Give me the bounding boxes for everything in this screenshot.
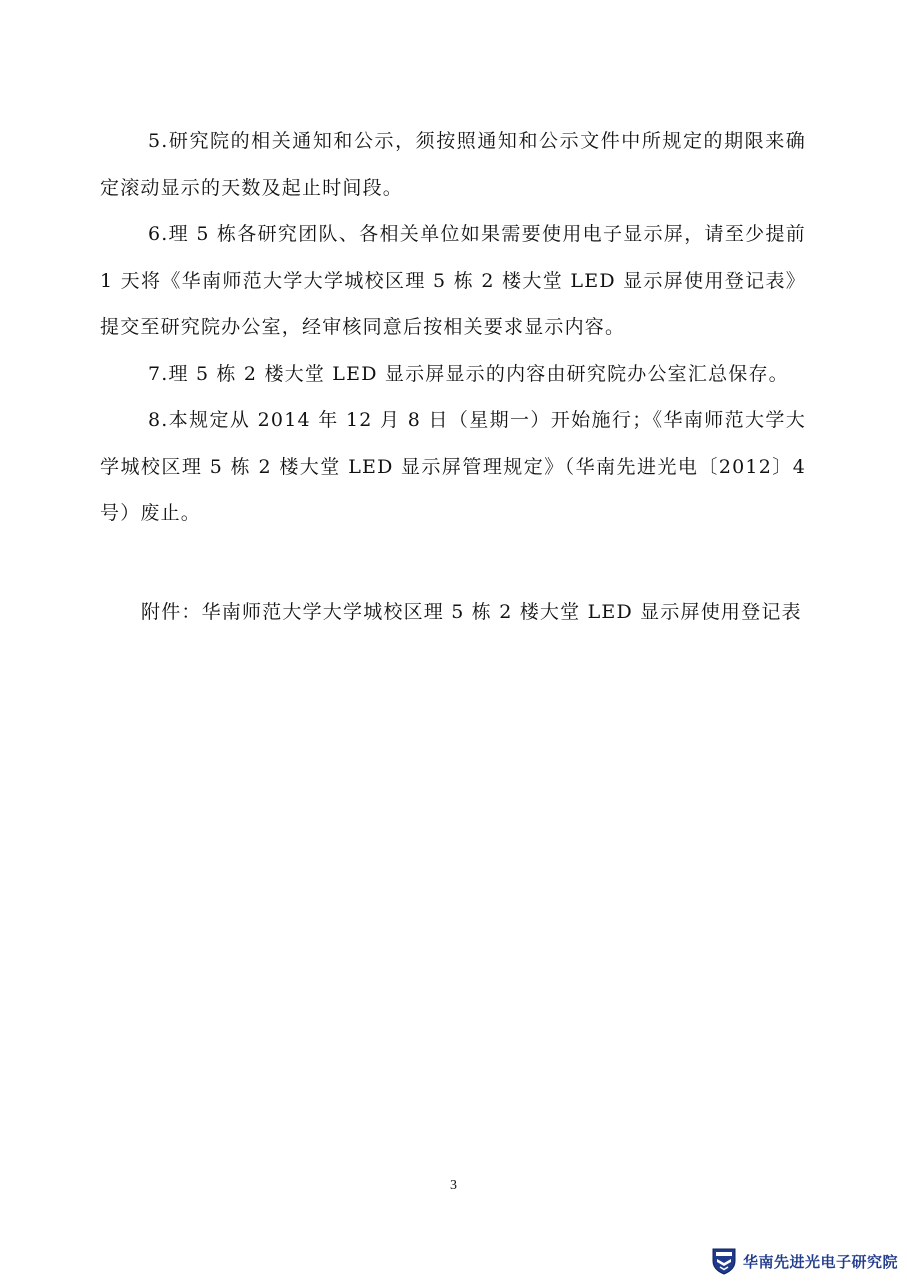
footer-logo [711, 1247, 898, 1275]
paragraph-item-5: 5.研究院的相关通知和公示，须按照通知和公示文件中所规定的期限来确定滚动显示的天数及起止时间段。 [100, 130, 806, 199]
institute-name: 华南先进光电子研究院 [743, 1252, 899, 1271]
paragraph-item-8: 8.本规定从 2014 年 12 月 8 日（星期一）开始施行；《华南师范大学大学城校区理 5 栋 2 楼大堂 LED 显示屏管理规定》（华南先进光电〔2012〕4 号）废止。 [100, 409, 806, 524]
university-shield-icon [711, 1247, 737, 1275]
document-body [100, 118, 806, 537]
paragraph-item-7: 7.理 5 栋 2 楼大堂 LED 显示屏显示的内容由研究院办公室汇总保存。 [148, 362, 789, 385]
attachment-line: 附件：华南师范大学大学城校区理 5 栋 2 楼大堂 LED 显示屏使用登记表 [141, 601, 802, 623]
paragraph-item-6: 6.理 5 栋各研究团队、各相关单位如果需要使用电子显示屏，请至少提前 1 天将《华南师范大学大学城校区理 5 栋 2 楼大堂 LED 显示屏使用登记表》提交至研究院办公室，经审核同意后按相关要求显示内容。 [100, 223, 806, 338]
page-number: 3 [450, 1178, 457, 1193]
